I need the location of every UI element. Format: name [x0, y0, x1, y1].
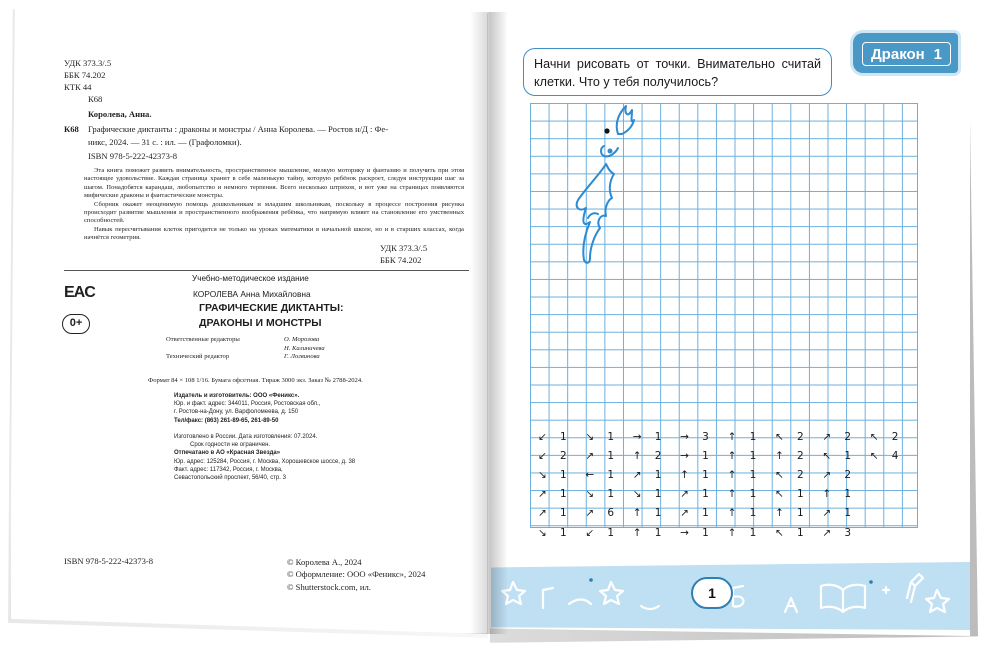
step-count: 1 — [560, 488, 567, 501]
dictation-step — [870, 427, 917, 446]
author-full-name: КОРОЛЕВА Анна Михайловна — [193, 289, 311, 299]
copyright-line: © Королева А., 2024 — [287, 557, 362, 567]
direction-arrow-icon: ↑ — [632, 507, 642, 520]
direction-arrow-icon: ↘ — [585, 430, 595, 443]
direction-arrow-icon: ↖ — [822, 449, 832, 462]
step-count: 1 — [749, 526, 757, 539]
direction-arrow-icon: ↗ — [538, 507, 547, 520]
step-count: 1 — [607, 526, 615, 539]
eac-mark: EAC — [64, 284, 95, 301]
direction-arrow-icon: ↘ — [632, 488, 642, 501]
editor-name: Н. Калиничева — [284, 345, 325, 352]
dictation-step — [822, 504, 869, 523]
dictation-step — [633, 427, 680, 446]
direction-arrow-icon: ↙ — [538, 449, 547, 462]
page-number: 1 — [691, 577, 733, 609]
direction-arrow-icon: ↗ — [680, 488, 689, 501]
direction-arrow-icon: ↖ — [774, 526, 784, 539]
direction-arrow-icon: ← — [585, 468, 595, 481]
book-gutter — [470, 12, 508, 634]
direction-arrow-icon: ↑ — [774, 449, 784, 462]
dictation-step — [775, 485, 822, 504]
step-count: 1 — [844, 488, 852, 501]
step-count: 1 — [796, 526, 804, 539]
direction-arrow-icon: ↑ — [822, 488, 832, 501]
step-count: 1 — [654, 430, 662, 443]
ktk-code: КТК 44 — [64, 82, 92, 92]
udk-code: УДК 373.3/.5 — [64, 58, 112, 68]
dictation-step — [633, 504, 680, 523]
direction-arrow-icon: ↑ — [774, 507, 784, 520]
chapter-tab — [853, 33, 958, 73]
dictation-row — [538, 485, 917, 504]
chapter-title: Дракон — [871, 45, 925, 63]
direction-arrow-icon: ↗ — [632, 468, 642, 481]
direction-arrow-icon: ↗ — [822, 507, 832, 520]
step-count: 2 — [654, 449, 662, 462]
dictation-step — [680, 485, 727, 504]
dictation-step — [538, 485, 585, 504]
direction-arrow-icon: ↑ — [727, 468, 737, 481]
step-count: 2 — [796, 430, 804, 443]
dictation-step — [633, 446, 680, 465]
step-count: 1 — [607, 488, 615, 501]
annotation-paragraph: Эта книга поможет развить внимательность, пространственное мышление, мелкую моторику и фантазию и получить при этом настоящее удовольствие. Каждая страница хранит в себе маленькую тайну, которую ребёнок раскроет, следуя инструкции шаг за шагом. Понадобятся карандаш, любопытство и немного терпения. Всего несколько штрихов, и вот уже на страницах появляются мифические драконы и фантастические монстры. — [84, 167, 464, 200]
step-count: 3 — [702, 430, 709, 443]
direction-arrow-icon: ↖ — [774, 468, 784, 481]
direction-arrow-icon: ↙ — [585, 526, 595, 539]
bbk-right: ББК 74.202 — [380, 255, 422, 265]
copyright-line: © Shutterstock.com, ил. — [287, 581, 371, 592]
dictation-step — [728, 465, 775, 484]
dictation-step — [633, 485, 680, 504]
dictation-step — [538, 427, 585, 446]
tech-editor-label: Технический редактор — [166, 353, 230, 360]
dictation-step — [538, 465, 585, 484]
dictation-row — [538, 446, 917, 465]
dictation-step — [680, 446, 727, 465]
print-line: Факт. адрес: 117342, Россия, г. Москва, — [174, 466, 283, 473]
format-line: Формат 84 × 108 1/16. Бумага офсетная. Тираж 3000 экз. Заказ № 2788-2024. — [148, 377, 363, 384]
step-count: 2 — [891, 430, 899, 443]
dictation-row — [538, 523, 917, 542]
print-line: Отпечатано в АО «Красная Звезда» — [174, 450, 281, 457]
step-count: 1 — [607, 430, 615, 443]
direction-arrow-icon: ↖ — [869, 430, 879, 443]
step-count: 1 — [702, 526, 709, 539]
edition-type: Учебно-методическое издание — [192, 274, 309, 283]
direction-arrow-icon: ↗ — [822, 430, 832, 443]
step-count: 1 — [607, 468, 615, 481]
copyright-line: © Оформление: ООО «Феникс», 2024 — [287, 569, 426, 580]
publisher-line: Издатель и изготовитель: ООО «Феникс». — [174, 393, 300, 399]
direction-arrow-icon: ↑ — [680, 468, 689, 481]
instruction-box: Начни рисовать от точки. Внимательно считай клетки. Что у тебя получилось? — [523, 48, 832, 96]
step-count: 1 — [560, 468, 567, 481]
step-count: 1 — [749, 468, 757, 481]
step-count: 4 — [891, 449, 899, 462]
step-count: 1 — [560, 430, 567, 443]
print-line: Юр. адрес: 125284, Россия, г. Москва, Хорошевское шоссе, д. 38 — [174, 458, 356, 465]
dictation-step — [775, 427, 822, 446]
step-count: 1 — [796, 507, 804, 520]
dictation-row — [538, 465, 917, 484]
print-info — [174, 433, 355, 482]
direction-arrow-icon: ↑ — [632, 449, 642, 462]
step-count: 1 — [749, 430, 757, 443]
dictation-step — [680, 504, 727, 523]
dictation-step — [633, 523, 680, 542]
dictation-row — [538, 504, 917, 523]
chapter-tab-label — [862, 42, 951, 66]
dictation-step — [585, 485, 632, 504]
age-rating-badge: 0+ — [62, 314, 90, 334]
step-count: 1 — [560, 507, 567, 520]
publisher-line: Тел/факс: (863) 261-89-65, 261-89-50 — [174, 417, 279, 424]
step-count: 2 — [796, 449, 804, 462]
direction-arrow-icon: ↖ — [774, 430, 784, 443]
direction-arrow-icon: ↘ — [538, 526, 547, 539]
step-count: 1 — [844, 507, 852, 520]
dictation-step — [822, 523, 869, 542]
copyright-block — [287, 556, 425, 593]
step-count: 1 — [654, 526, 662, 539]
annotation-paragraph: Навык пересчитывания клеток пригодится не только на уроках математики в начальной школе, но и в старших классах, когда начнётся геометрия. — [84, 225, 464, 242]
step-count: 1 — [654, 507, 662, 520]
publisher-info — [174, 392, 320, 425]
udk-right: УДК 373.3/.5 — [380, 243, 428, 253]
author-sign: К68 — [88, 94, 103, 104]
dictation-step — [585, 504, 632, 523]
dictation-step — [585, 427, 632, 446]
dictation-step — [728, 504, 775, 523]
print-line: Срок годности не ограничен. — [190, 442, 271, 449]
editors-label: Ответственные редакторы — [166, 336, 240, 343]
dictation-step — [680, 523, 727, 542]
step-count: 1 — [702, 449, 709, 462]
direction-arrow-icon: ↖ — [774, 488, 784, 501]
chapter-number: 1 — [933, 45, 942, 63]
dictation-step — [538, 504, 585, 523]
annotation — [84, 167, 464, 243]
bib-line-1: Графические диктанты : драконы и монстры / Анна Королева. — Ростов н/Д : Фе- — [88, 124, 389, 134]
step-count: 1 — [654, 488, 662, 501]
isbn-top: ISBN 978-5-222-42373-8 — [88, 151, 178, 161]
step-count: 1 — [607, 449, 615, 462]
dictation-step — [822, 465, 869, 484]
bib-code: К68 — [64, 124, 79, 134]
direction-arrow-icon: ↗ — [538, 488, 547, 501]
dragon-sketch-icon — [560, 96, 650, 276]
step-count: 1 — [796, 488, 804, 501]
dictation-step — [538, 446, 585, 465]
step-count: 1 — [749, 507, 757, 520]
step-count: 1 — [654, 468, 662, 481]
step-count: 1 — [702, 468, 709, 481]
step-count: 2 — [844, 430, 852, 443]
direction-arrow-icon: ↗ — [822, 468, 832, 481]
dictation-step — [775, 465, 822, 484]
dictation-step — [728, 427, 775, 446]
dictation-step — [822, 427, 869, 446]
direction-arrow-icon: ↑ — [727, 488, 737, 501]
direction-arrow-icon: ↑ — [727, 430, 737, 443]
publisher-line: Юр. и факт. адрес: 344011, Россия, Ростовская обл., — [174, 401, 321, 408]
title-line-2: ДРАКОНЫ И МОНСТРЫ — [199, 317, 322, 329]
dictation-row — [538, 427, 917, 446]
direction-arrow-icon: → — [632, 430, 642, 443]
dictation-step — [870, 446, 917, 465]
tech-editor-name: Г. Логвинова — [284, 353, 320, 360]
direction-arrow-icon: → — [680, 526, 689, 539]
step-count: 3 — [844, 526, 852, 539]
step-count: 1 — [749, 449, 757, 462]
step-count: 2 — [796, 468, 804, 481]
step-count: 1 — [560, 526, 567, 539]
direction-arrow-icon: ↙ — [538, 430, 547, 443]
dictation-step — [680, 465, 727, 484]
dictation-step — [775, 504, 822, 523]
direction-arrow-icon: ↖ — [869, 449, 879, 462]
direction-arrow-icon: ↗ — [585, 449, 595, 462]
dictation-step — [680, 427, 727, 446]
dictation-step — [822, 446, 869, 465]
step-count: 2 — [844, 468, 852, 481]
dictation-step — [728, 485, 775, 504]
dictation-step — [633, 465, 680, 484]
editor-name: О. Морозова — [284, 336, 320, 343]
title-line-1: ГРАФИЧЕСКИЕ ДИКТАНТЫ: — [199, 302, 344, 314]
divider — [64, 270, 469, 271]
print-line: Севастопольский проспект, 56/40, стр. 3 — [174, 475, 286, 482]
step-count: 2 — [560, 449, 567, 462]
dictation-step — [538, 523, 585, 542]
direction-arrow-icon: ↑ — [727, 449, 737, 462]
step-count: 1 — [749, 488, 757, 501]
bbk-code: ББК 74.202 — [64, 70, 106, 80]
step-count: 6 — [607, 507, 615, 520]
direction-arrow-icon: → — [680, 430, 689, 443]
print-line: Изготовлено в России. Дата изготовления: 07.2024. — [174, 434, 318, 440]
direction-arrow-icon: → — [680, 449, 689, 462]
dictation-step — [585, 465, 632, 484]
dictation-step — [775, 446, 822, 465]
direction-arrow-icon: ↗ — [585, 507, 595, 520]
direction-arrow-icon: ↑ — [727, 526, 737, 539]
dictation-step — [775, 523, 822, 542]
isbn-bottom: ISBN 978-5-222-42373-8 — [64, 556, 154, 566]
dictation-step — [822, 485, 869, 504]
dictation-step — [728, 446, 775, 465]
step-count: 1 — [702, 488, 709, 501]
step-count: 1 — [702, 507, 709, 520]
classification-codes — [64, 58, 111, 106]
direction-arrow-icon: ↘ — [538, 468, 547, 481]
direction-arrow-icon: ↗ — [680, 507, 689, 520]
dictation-step — [728, 523, 775, 542]
direction-arrow-icon: ↑ — [727, 507, 737, 520]
publisher-line: г. Ростов-на-Дону, ул. Варфоломеева, д. 150 — [174, 409, 299, 416]
annotation-paragraph: Сборник окажет неоценимую помощь дошкольникам и младшим школьникам, поскольку в процессе построения рисунка происходит развитие мышления и пространственного воображения ребёнка, что напрямую влияет на становление его умственных способностей. — [84, 200, 464, 225]
direction-arrow-icon: ↗ — [822, 526, 832, 539]
dictation-step — [585, 523, 632, 542]
direction-arrow-icon: ↘ — [585, 488, 595, 501]
dictation-step — [585, 446, 632, 465]
dictation-table — [538, 427, 917, 542]
direction-arrow-icon: ↑ — [632, 526, 642, 539]
author-heading: Королева, Анна. — [88, 109, 152, 119]
start-point-icon — [604, 128, 609, 133]
bib-line-2: никс, 2024. — 31 с. : ил. — (Графоломки). — [88, 137, 242, 147]
step-count: 1 — [844, 449, 852, 462]
